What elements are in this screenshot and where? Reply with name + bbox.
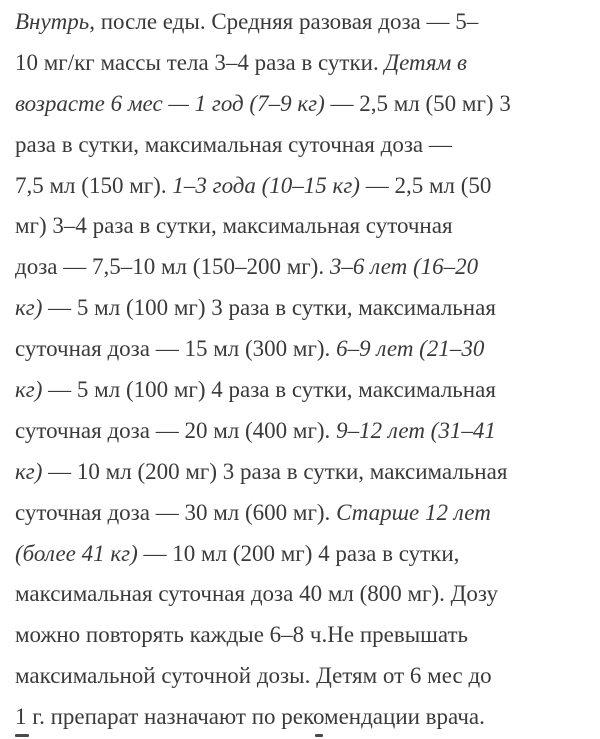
text-run: 1 г. препарат назначают по рекомендации врача. bbox=[15, 704, 485, 730]
text-run: — 2,5 мл (50 bbox=[359, 172, 492, 198]
italic-run: Детям в bbox=[384, 49, 468, 75]
text-run: суточная доза — 30 мл (600 мг). bbox=[15, 499, 337, 525]
text-line bbox=[15, 534, 590, 575]
text-line bbox=[15, 493, 590, 534]
text-line bbox=[15, 206, 590, 247]
text-run: — 5 мл (100 мг) 3 раза в сутки, максимальная bbox=[42, 295, 496, 321]
text-run: суточная доза — 15 мл (300 мг). bbox=[15, 336, 337, 362]
text-run: мг) 3–4 раза в сутки, максимальная суточная bbox=[15, 213, 453, 239]
text-run: — 10 мл (200 мг) 4 раза в сутки, bbox=[137, 540, 460, 566]
dosage-text-block bbox=[15, 2, 590, 738]
text-run: раза в сутки, максимальная суточная доза — bbox=[15, 131, 452, 157]
text-line bbox=[15, 329, 590, 370]
text-run: можно повторять каждые 6–8 ч.Не превышать bbox=[15, 622, 469, 648]
text-run: суточная доза — 20 мл (400 мг). bbox=[15, 417, 337, 443]
text-line bbox=[15, 656, 590, 697]
text-run: 7,5 мл (150 мг). bbox=[15, 172, 173, 198]
cut-off-text-line bbox=[15, 726, 575, 739]
text-run: максимальная суточная доза 40 мл (800 мг). Дозу bbox=[15, 581, 498, 607]
italic-run: Внутрь bbox=[15, 9, 90, 34]
text-line bbox=[15, 288, 590, 329]
text-line bbox=[15, 615, 590, 656]
text-run: 10 мг/кг массы тела 3–4 раза в сутки. bbox=[15, 49, 385, 75]
text-run: — 5 мл (100 мг) 4 раза в сутки, максимальная bbox=[42, 377, 496, 403]
text-line bbox=[15, 2, 590, 43]
italic-run: 1–3 года (10–15 кг) bbox=[172, 172, 360, 198]
text-line bbox=[15, 247, 590, 288]
text-run: — 10 мл (200 мг) 3 раза в сутки, максимальная bbox=[42, 458, 508, 484]
italic-run: кг) bbox=[15, 377, 43, 403]
text-line bbox=[15, 84, 590, 125]
italic-run: 9–12 лет (31–41 bbox=[336, 417, 496, 443]
italic-run: Старше 12 лет bbox=[336, 499, 491, 525]
italic-run: (более 41 кг) bbox=[15, 540, 138, 566]
italic-run: 6–9 лет (21–30 bbox=[336, 336, 485, 362]
text-line bbox=[15, 411, 590, 452]
italic-run: кг) bbox=[15, 295, 43, 321]
italic-run: 3–6 лет (16–20 bbox=[329, 254, 479, 280]
text-run: , после еды. Средняя разовая доза — 5– bbox=[89, 9, 479, 34]
text-run: доза — 7,5–10 мл (150–200 мг). bbox=[15, 254, 330, 280]
text-line bbox=[15, 125, 590, 166]
text-run: — 2,5 мл (50 мг) 3 bbox=[324, 90, 511, 116]
text-line bbox=[15, 370, 590, 411]
italic-run: возрасте 6 мес — 1 год (7–9 кг) bbox=[15, 90, 325, 116]
italic-run: кг) bbox=[15, 458, 43, 484]
text-line bbox=[15, 452, 590, 493]
text-run: максимальной суточной дозы. Детям от 6 мес до bbox=[15, 663, 492, 689]
text-line bbox=[15, 574, 590, 615]
text-line bbox=[15, 166, 590, 207]
text-line bbox=[15, 43, 590, 84]
